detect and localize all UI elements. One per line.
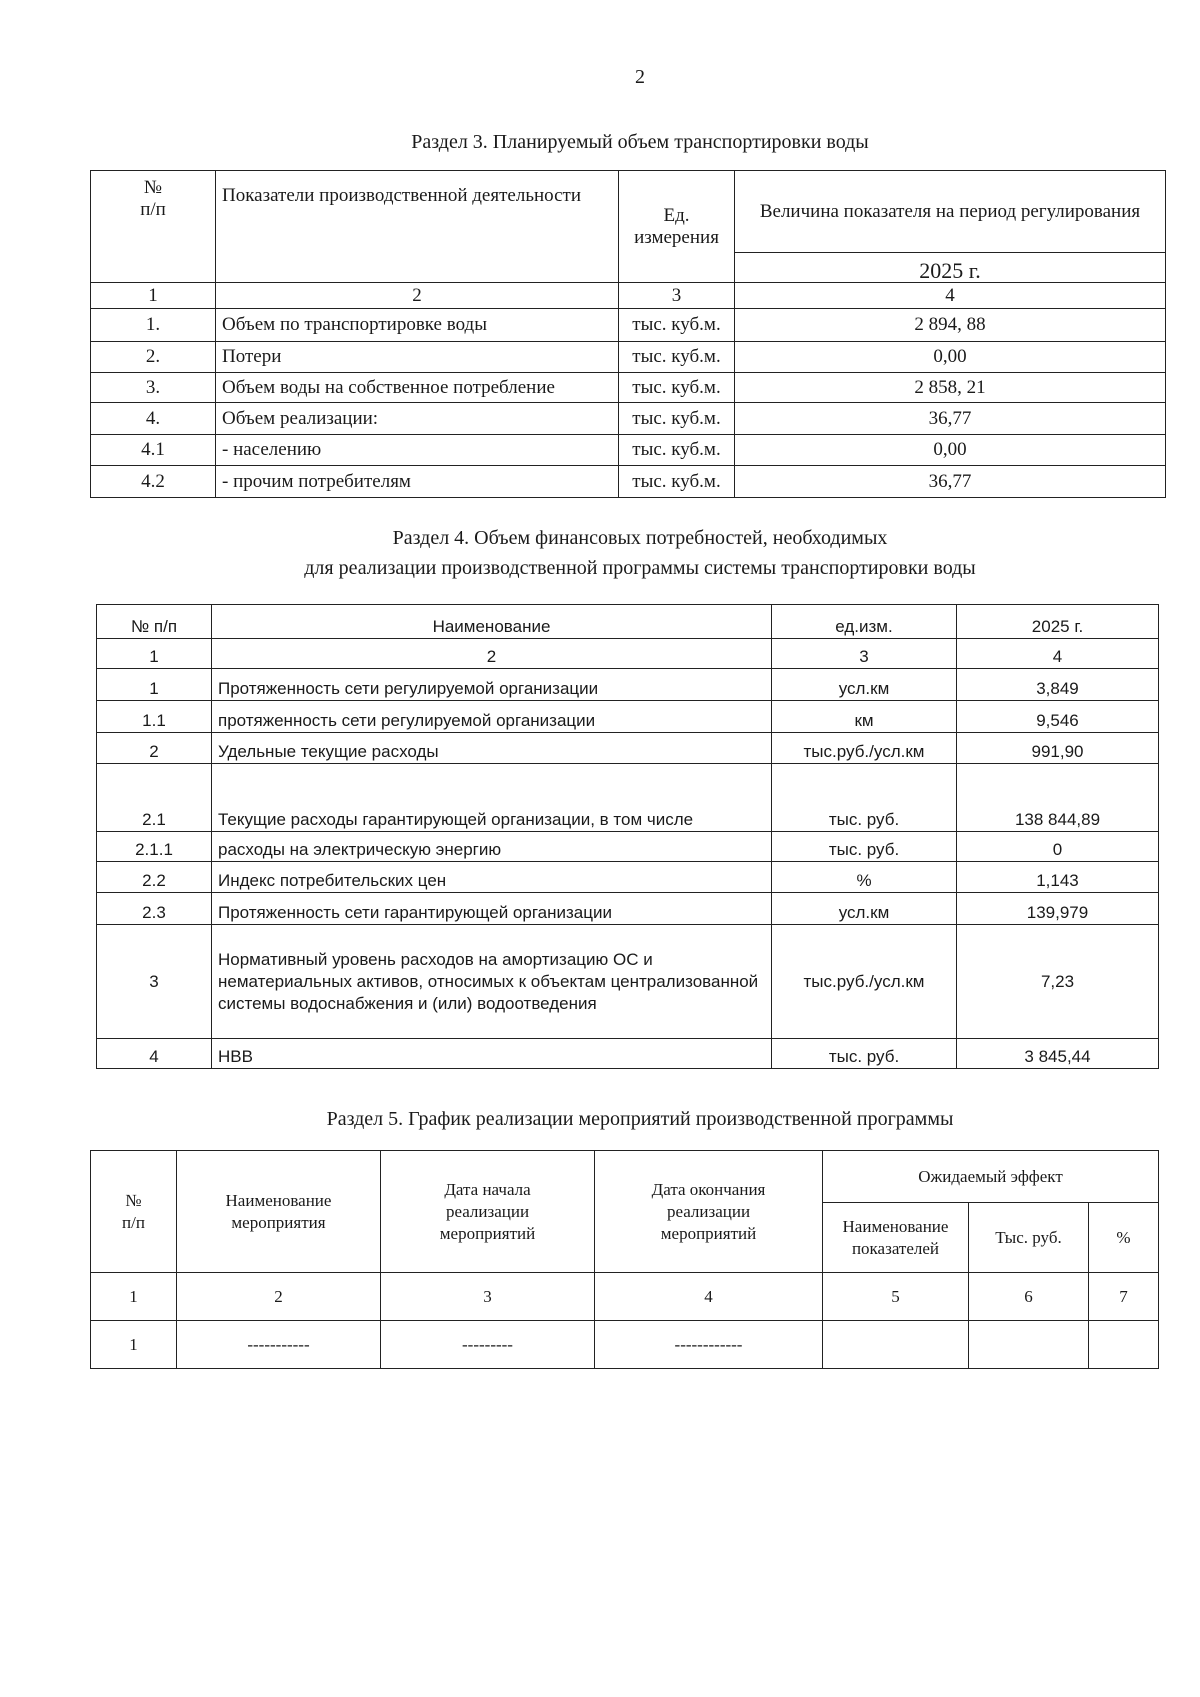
s4-colnum-4: 4 [957, 639, 1159, 669]
s3-row-num: 3. [91, 373, 216, 403]
s4-row-name: Протяженность сети регулируемой организации [212, 669, 772, 701]
table-row [97, 701, 1159, 733]
s4-row-value: 3 845,44 [957, 1039, 1159, 1069]
s3-row-value: 2 894, 88 [735, 309, 1166, 342]
s3-header-unit: Ед. измерения [619, 171, 735, 283]
s3-row-name: Объем воды на собственное потребление [216, 373, 619, 403]
s3-row-value: 36,77 [735, 466, 1166, 498]
s3-header-year: 2025 г. [735, 253, 1166, 283]
s4-row-num: 3 [97, 925, 212, 1039]
s3-row-value: 0,00 [735, 435, 1166, 466]
s4-row-unit: тыс.руб./усл.км [772, 733, 957, 764]
s5-colnum-1: 1 [91, 1273, 177, 1321]
s4-header-unit: ед.изм. [772, 605, 957, 639]
section3-title: Раздел 3. Планируемый объем транспортировки воды [411, 131, 869, 153]
s3-row-name: Потери [216, 342, 619, 373]
s3-row-unit: тыс. куб.м. [619, 309, 735, 342]
table-row [91, 435, 1166, 466]
s5-header-rub: Тыс. руб. [969, 1203, 1089, 1273]
s5-row-end: ------------ [595, 1321, 823, 1369]
s4-row-unit: усл.км [772, 893, 957, 925]
section5-table [90, 1150, 1159, 1369]
s5-colnum-7: 7 [1089, 1273, 1159, 1321]
s4-colnum-3: 3 [772, 639, 957, 669]
s4-row-name: расходы на электрическую энергию [212, 832, 772, 862]
s5-header-event: Наименование мероприятия [177, 1151, 381, 1273]
s4-row-name: Текущие расходы гарантирующей организации, в том числе [212, 764, 772, 832]
s4-row-value: 7,23 [957, 925, 1159, 1039]
s5-header-num: № п/п [91, 1151, 177, 1273]
s4-row-value: 138 844,89 [957, 764, 1159, 832]
s3-row-num: 2. [91, 342, 216, 373]
table-row [97, 832, 1159, 862]
table-row [91, 309, 1166, 342]
s3-row-num: 4.1 [91, 435, 216, 466]
s5-row-num: 1 [91, 1321, 177, 1369]
section3-table [90, 170, 1166, 498]
s3-row-unit: тыс. куб.м. [619, 435, 735, 466]
s4-header-name: Наименование [212, 605, 772, 639]
s5-row-pct [1089, 1321, 1159, 1369]
s3-row-num: 4.2 [91, 466, 216, 498]
page-number: 2 [635, 66, 645, 88]
s3-header-num: № п/п [91, 171, 216, 283]
s3-row-name: Объем по транспортировке воды [216, 309, 619, 342]
s4-row-unit: тыс. руб. [772, 1039, 957, 1069]
s4-row-num: 2 [97, 733, 212, 764]
s3-row-value: 2 858, 21 [735, 373, 1166, 403]
s4-row-name: Индекс потребительских цен [212, 862, 772, 893]
s3-row-unit: тыс. куб.м. [619, 342, 735, 373]
s4-row-unit: усл.км [772, 669, 957, 701]
s3-header-indicator: Показатели производственной деятельности [216, 171, 619, 283]
s4-row-unit: тыс. руб. [772, 764, 957, 832]
s5-header-indicator: Наименование показателей [823, 1203, 969, 1273]
s4-row-value: 3,849 [957, 669, 1159, 701]
section4-title-line1: Раздел 4. Объем финансовых потребностей, необходимых [392, 527, 888, 549]
table-row [91, 373, 1166, 403]
table-row [97, 733, 1159, 764]
s4-row-unit: тыс. руб. [772, 832, 957, 862]
table-row [97, 862, 1159, 893]
s5-colnum-2: 2 [177, 1273, 381, 1321]
s4-row-num: 2.1 [97, 764, 212, 832]
s4-row-num: 1.1 [97, 701, 212, 733]
s4-row-name: НВВ [212, 1039, 772, 1069]
s4-row-num: 4 [97, 1039, 212, 1069]
s5-colnum-6: 6 [969, 1273, 1089, 1321]
s4-row-value: 1,143 [957, 862, 1159, 893]
s5-header-end: Дата окончания реализации мероприятий [595, 1151, 823, 1273]
table-row [97, 764, 1159, 832]
s3-row-name: Объем реализации: [216, 403, 619, 435]
s4-colnum-1: 1 [97, 639, 212, 669]
s5-header-effect: Ожидаемый эффект [823, 1151, 1159, 1203]
table-row [91, 1321, 1159, 1369]
s3-colnum-4: 4 [735, 283, 1166, 309]
s3-row-num: 4. [91, 403, 216, 435]
s3-row-value: 0,00 [735, 342, 1166, 373]
s3-colnum-3: 3 [619, 283, 735, 309]
s5-row-event: ----------- [177, 1321, 381, 1369]
table-row [97, 1039, 1159, 1069]
s4-row-unit: % [772, 862, 957, 893]
section4-table [96, 604, 1159, 1069]
table-row [91, 466, 1166, 498]
s3-row-unit: тыс. куб.м. [619, 373, 735, 403]
s4-row-name: протяженность сети регулируемой организации [212, 701, 772, 733]
s3-row-name: - населению [216, 435, 619, 466]
s5-row-rub [969, 1321, 1089, 1369]
section4-title-line2: для реализации производственной программы системы транспортировки воды [304, 557, 976, 579]
s4-row-name: Протяженность сети гарантирующей организации [212, 893, 772, 925]
s4-row-value: 991,90 [957, 733, 1159, 764]
s3-row-unit: тыс. куб.м. [619, 466, 735, 498]
s4-row-value: 139,979 [957, 893, 1159, 925]
s3-header-value: Величина показателя на период регулирования [735, 171, 1166, 253]
s4-row-value: 0 [957, 832, 1159, 862]
table-row [91, 342, 1166, 373]
s4-row-num: 1 [97, 669, 212, 701]
s3-row-value: 36,77 [735, 403, 1166, 435]
section5-title: Раздел 5. График реализации мероприятий производственной программы [326, 1108, 954, 1130]
table-row [97, 893, 1159, 925]
s5-header-start: Дата начала реализации мероприятий [381, 1151, 595, 1273]
s5-colnum-3: 3 [381, 1273, 595, 1321]
s4-row-num: 2.2 [97, 862, 212, 893]
s4-colnum-2: 2 [212, 639, 772, 669]
s5-header-pct: % [1089, 1203, 1159, 1273]
s4-header-year: 2025 г. [957, 605, 1159, 639]
s5-row-indicator [823, 1321, 969, 1369]
table-row [97, 669, 1159, 701]
s3-row-num: 1. [91, 309, 216, 342]
s4-row-name: Нормативный уровень расходов на амортизацию ОС и нематериальных активов, относимых к объектам централизованной системы водоснабжения и (или) водоотведения [212, 925, 772, 1039]
s3-row-name: - прочим потребителям [216, 466, 619, 498]
s3-colnum-1: 1 [91, 283, 216, 309]
table-row [97, 925, 1159, 1039]
s3-row-unit: тыс. куб.м. [619, 403, 735, 435]
s4-row-value: 9,546 [957, 701, 1159, 733]
s5-colnum-4: 4 [595, 1273, 823, 1321]
s4-header-num: № п/п [97, 605, 212, 639]
s4-row-unit: тыс.руб./усл.км [772, 925, 957, 1039]
s4-row-num: 2.3 [97, 893, 212, 925]
s5-colnum-5: 5 [823, 1273, 969, 1321]
s4-row-num: 2.1.1 [97, 832, 212, 862]
s4-row-unit: км [772, 701, 957, 733]
s3-colnum-2: 2 [216, 283, 619, 309]
s4-row-name: Удельные текущие расходы [212, 733, 772, 764]
s5-row-start: --------- [381, 1321, 595, 1369]
table-row [91, 403, 1166, 435]
